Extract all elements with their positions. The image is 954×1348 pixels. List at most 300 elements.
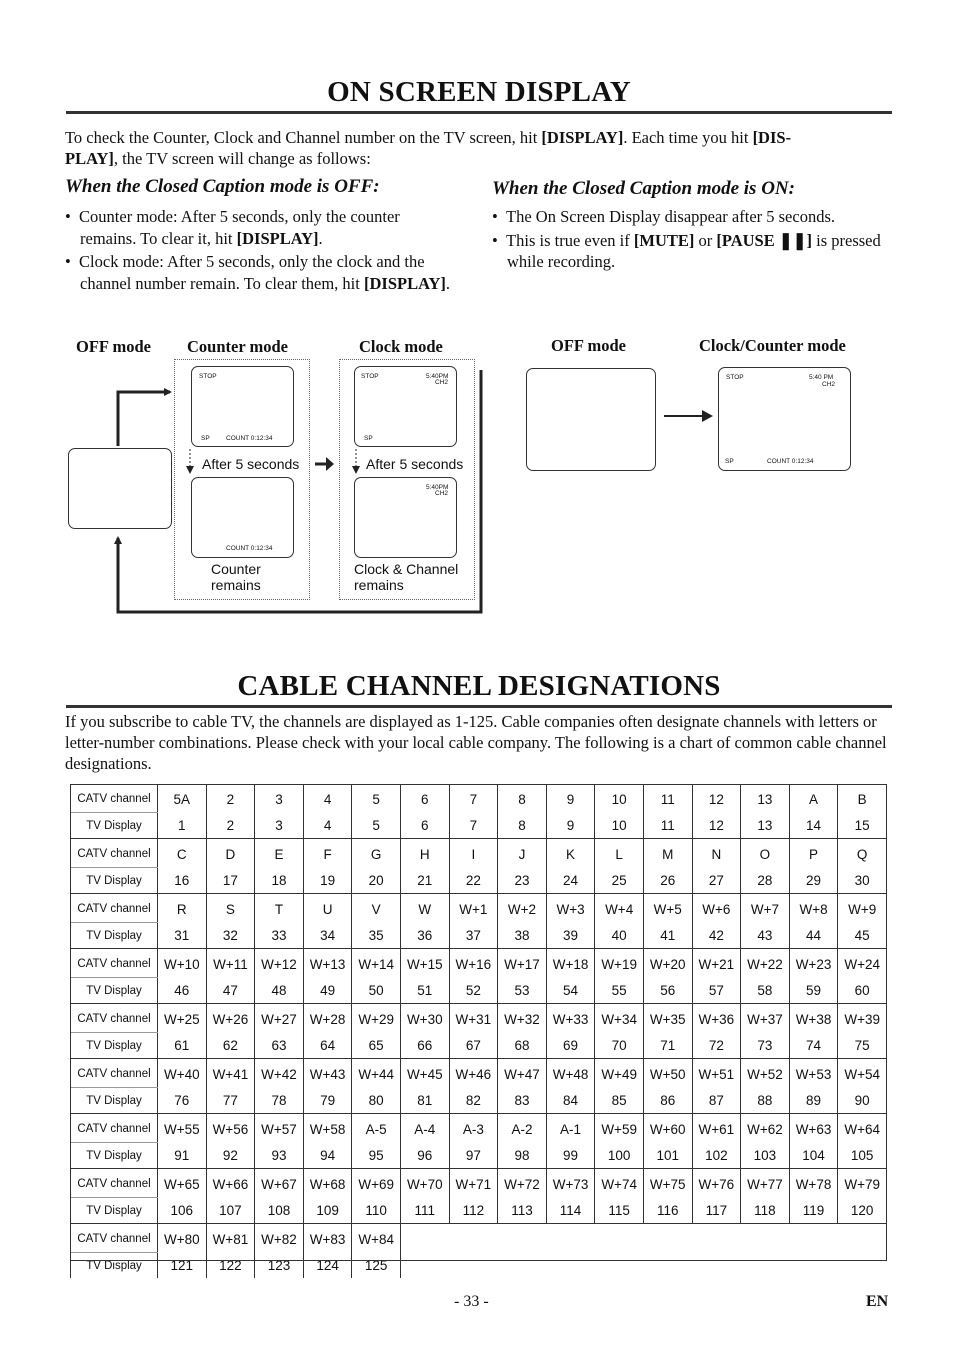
catv-channel-cell: W+64 xyxy=(838,1114,887,1143)
catv-channel-cell: W+63 xyxy=(789,1114,838,1143)
tv-display-cell: 72 xyxy=(692,1033,741,1059)
tv-display-cell: 28 xyxy=(741,868,790,894)
catv-channel-cell: W+77 xyxy=(741,1169,790,1198)
tv-display-cell: 116 xyxy=(643,1198,692,1224)
catv-channel-cell: W+23 xyxy=(789,949,838,978)
catv-channel-cell: W+16 xyxy=(449,949,498,978)
tv-display-cell: 9 xyxy=(546,813,595,839)
catv-channel-cell: 7 xyxy=(449,784,498,813)
tv-display-cell: 102 xyxy=(692,1143,741,1169)
catv-channel-cell: E xyxy=(255,839,304,868)
catv-channel-cell: W+38 xyxy=(789,1004,838,1033)
tv-display-cell: 13 xyxy=(741,813,790,839)
tv-display-cell: 41 xyxy=(643,923,692,949)
catv-channel-cell: O xyxy=(741,839,790,868)
tv-display-cell: 94 xyxy=(303,1143,352,1169)
catv-channel-cell: 2 xyxy=(206,784,255,813)
empty-cell xyxy=(789,1253,838,1279)
tv-display-cell: 55 xyxy=(595,978,644,1004)
catv-row xyxy=(71,1004,887,1033)
catv-channel-cell: W+9 xyxy=(838,894,887,923)
tv-display-cell: 14 xyxy=(789,813,838,839)
empty-cell xyxy=(741,1224,790,1253)
tv-display-cell: 105 xyxy=(838,1143,887,1169)
tv-display-cell: 46 xyxy=(158,978,207,1004)
display-key-1: [DISPLAY] xyxy=(541,128,624,147)
cable-channel-table xyxy=(70,784,887,1278)
catv-row xyxy=(71,839,887,868)
catv-channel-cell: W+71 xyxy=(449,1169,498,1198)
tv-display-cell: 68 xyxy=(498,1033,547,1059)
tv-display-cell: 42 xyxy=(692,923,741,949)
after-5-seconds-1: After 5 seconds xyxy=(202,456,300,472)
tv-display-cell: 63 xyxy=(255,1033,304,1059)
tv-display-cell: 74 xyxy=(789,1033,838,1059)
tv-stop-text: STOP xyxy=(361,373,379,380)
catv-channel-cell: D xyxy=(206,839,255,868)
tv-count-text: COUNT 0:12:34 xyxy=(226,545,273,552)
tv-stop-text: STOP xyxy=(726,374,744,381)
tv-display-row xyxy=(71,1143,887,1169)
tv-display-cell: 109 xyxy=(303,1198,352,1224)
tv-display-cell: 47 xyxy=(206,978,255,1004)
tv-display-cell: 48 xyxy=(255,978,304,1004)
tv-display-cell: 40 xyxy=(595,923,644,949)
catv-channel-cell: W+49 xyxy=(595,1059,644,1088)
tv-stop-text: STOP xyxy=(199,373,217,380)
catv-channel-cell: S xyxy=(206,894,255,923)
tv-display-cell: 20 xyxy=(352,868,401,894)
catv-channel-cell: W+40 xyxy=(158,1059,207,1088)
catv-channel-cell: W+18 xyxy=(546,949,595,978)
tv-display-row xyxy=(71,1033,887,1059)
tv-display-cell: 85 xyxy=(595,1088,644,1114)
catv-channel-cell: 3 xyxy=(255,784,304,813)
tv-display-cell: 39 xyxy=(546,923,595,949)
tv-display-cell: 52 xyxy=(449,978,498,1004)
arrow-off-to-counter xyxy=(118,392,170,446)
tv-display-cell: 62 xyxy=(206,1033,255,1059)
catv-channel-cell: W+2 xyxy=(498,894,547,923)
tv-display-label: TV Display xyxy=(71,868,158,894)
tv-display-cell: 87 xyxy=(692,1088,741,1114)
tv-display-cell: 93 xyxy=(255,1143,304,1169)
tv-display-cell: 76 xyxy=(158,1088,207,1114)
catv-channel-cell: W+37 xyxy=(741,1004,790,1033)
tv-display-cell: 34 xyxy=(303,923,352,949)
tv-display-cell: 125 xyxy=(352,1253,401,1279)
empty-cell xyxy=(449,1253,498,1279)
tv-display-cell: 88 xyxy=(741,1088,790,1114)
tv-display-cell: 73 xyxy=(741,1033,790,1059)
catv-channel-cell: W xyxy=(400,894,449,923)
tv-display-cell: 31 xyxy=(158,923,207,949)
catv-channel-label: CATV channel xyxy=(71,1114,158,1143)
tv-display-cell: 91 xyxy=(158,1143,207,1169)
after-5-seconds-2: After 5 seconds xyxy=(366,456,464,472)
catv-channel-label: CATV channel xyxy=(71,949,158,978)
tv-display-cell: 103 xyxy=(741,1143,790,1169)
counter-remains-label: Counter remains xyxy=(211,561,261,593)
catv-channel-cell: W+17 xyxy=(498,949,547,978)
catv-channel-cell: W+56 xyxy=(206,1114,255,1143)
empty-cell xyxy=(741,1253,790,1279)
tv-display-cell: 5 xyxy=(352,813,401,839)
catv-channel-cell: V xyxy=(352,894,401,923)
tv-display-cell: 70 xyxy=(595,1033,644,1059)
catv-channel-cell: W+27 xyxy=(255,1004,304,1033)
catv-channel-cell: W+79 xyxy=(838,1169,887,1198)
catv-channel-label: CATV channel xyxy=(71,1004,158,1033)
tv-display-cell: 78 xyxy=(255,1088,304,1114)
tv-display-cell: 95 xyxy=(352,1143,401,1169)
catv-channel-cell: W+11 xyxy=(206,949,255,978)
tv-display-cell: 79 xyxy=(303,1088,352,1114)
tv-display-label: TV Display xyxy=(71,1198,158,1224)
tv-display-cell: 58 xyxy=(741,978,790,1004)
cc-on-bullet-1: • The On Screen Display disappear after 5 seconds. xyxy=(492,207,835,226)
catv-channel-cell: W+62 xyxy=(741,1114,790,1143)
catv-channel-cell: W+22 xyxy=(741,949,790,978)
tv-display-cell: 66 xyxy=(400,1033,449,1059)
catv-channel-cell: W+35 xyxy=(643,1004,692,1033)
page-number: - 33 - xyxy=(454,1293,489,1310)
catv-channel-cell: W+39 xyxy=(838,1004,887,1033)
tv-display-cell: 81 xyxy=(400,1088,449,1114)
tv-display-cell: 83 xyxy=(498,1088,547,1114)
tv-display-cell: 98 xyxy=(498,1143,547,1169)
catv-channel-cell: W+84 xyxy=(352,1224,401,1253)
tv-display-cell: 100 xyxy=(595,1143,644,1169)
tv-sp-text: SP xyxy=(364,435,373,442)
tv-display-cell: 112 xyxy=(449,1198,498,1224)
tv-display-cell: 84 xyxy=(546,1088,595,1114)
tv-display-cell: 1 xyxy=(158,813,207,839)
tv-display-cell: 64 xyxy=(303,1033,352,1059)
tv-display-cell: 2 xyxy=(206,813,255,839)
cc-on-bullet-2: • This is true even if [MUTE] or [PAUSE ❚❚] is pressed while recording. xyxy=(492,230,881,271)
catv-channel-cell: U xyxy=(303,894,352,923)
catv-channel-cell: W+4 xyxy=(595,894,644,923)
osd-intro-text-2: . Each time you hit xyxy=(623,128,753,147)
tv-display-cell: 108 xyxy=(255,1198,304,1224)
tv-display-cell: 101 xyxy=(643,1143,692,1169)
tv-display-cell: 59 xyxy=(789,978,838,1004)
catv-row xyxy=(71,1114,887,1143)
tv-display-cell: 30 xyxy=(838,868,887,894)
tv-display-cell: 21 xyxy=(400,868,449,894)
tv-display-cell: 56 xyxy=(643,978,692,1004)
catv-channel-cell: A-3 xyxy=(449,1114,498,1143)
tv-time-text: 5:40 PM xyxy=(809,374,834,381)
tv-channel-text: CH2 xyxy=(435,490,449,497)
tv-display-cell: 26 xyxy=(643,868,692,894)
tv-display-cell: 3 xyxy=(255,813,304,839)
catv-channel-cell: J xyxy=(498,839,547,868)
tv-sp-text: SP xyxy=(201,435,210,442)
catv-channel-cell: W+44 xyxy=(352,1059,401,1088)
cc-off-bullet-2: • Clock mode: After 5 seconds, only the clock and the channel number remain. To clear them, hit [DISPLAY]. xyxy=(65,252,451,293)
catv-row xyxy=(71,784,887,813)
catv-row xyxy=(71,1059,887,1088)
catv-channel-cell: B xyxy=(838,784,887,813)
tv-display-label: TV Display xyxy=(71,813,158,839)
catv-channel-cell: W+1 xyxy=(449,894,498,923)
tv-display-cell: 23 xyxy=(498,868,547,894)
empty-cell xyxy=(400,1253,449,1279)
tv-display-row xyxy=(71,978,887,1004)
tv-time-text: 5:40PM xyxy=(426,484,449,491)
tv-display-cell: 33 xyxy=(255,923,304,949)
catv-channel-cell: W+36 xyxy=(692,1004,741,1033)
catv-channel-cell: W+30 xyxy=(400,1004,449,1033)
tv-display-cell: 35 xyxy=(352,923,401,949)
tv-channel-text: CH2 xyxy=(822,381,836,388)
catv-channel-cell: W+21 xyxy=(692,949,741,978)
tv-display-cell: 24 xyxy=(546,868,595,894)
catv-channel-cell: W+6 xyxy=(692,894,741,923)
tv-display-cell: 106 xyxy=(158,1198,207,1224)
clock-remains-label: Clock & Channel remains xyxy=(354,561,459,593)
catv-channel-cell: W+54 xyxy=(838,1059,887,1088)
catv-channel-cell: W+5 xyxy=(643,894,692,923)
catv-channel-cell: W+57 xyxy=(255,1114,304,1143)
tv-display-cell: 123 xyxy=(255,1253,304,1279)
catv-channel-cell: F xyxy=(303,839,352,868)
tv-display-cell: 110 xyxy=(352,1198,401,1224)
empty-cell xyxy=(595,1253,644,1279)
tv-display-cell: 99 xyxy=(546,1143,595,1169)
catv-channel-cell: W+19 xyxy=(595,949,644,978)
tv-display-cell: 25 xyxy=(595,868,644,894)
tv-display-cell: 121 xyxy=(158,1253,207,1279)
tv-display-cell: 6 xyxy=(400,813,449,839)
tv-display-cell: 54 xyxy=(546,978,595,1004)
tv-display-cell: 69 xyxy=(546,1033,595,1059)
tv-display-cell: 61 xyxy=(158,1033,207,1059)
catv-channel-cell: W+76 xyxy=(692,1169,741,1198)
catv-channel-cell: W+82 xyxy=(255,1224,304,1253)
osd-intro-text-1: To check the Counter, Clock and Channel number on the TV screen, hit xyxy=(65,128,542,147)
tv-display-cell: 80 xyxy=(352,1088,401,1114)
tv-display-cell: 104 xyxy=(789,1143,838,1169)
tv-display-cell: 71 xyxy=(643,1033,692,1059)
catv-channel-cell: 11 xyxy=(643,784,692,813)
cc-off-heading: When the Closed Caption mode is OFF: xyxy=(65,176,380,197)
tv-display-cell: 90 xyxy=(838,1088,887,1114)
catv-channel-cell: W+73 xyxy=(546,1169,595,1198)
tv-display-cell: 11 xyxy=(643,813,692,839)
cc-on-heading: When the Closed Caption mode is ON: xyxy=(492,178,795,199)
catv-channel-cell: W+45 xyxy=(400,1059,449,1088)
tv-display-cell: 120 xyxy=(838,1198,887,1224)
arrow-head-clock xyxy=(352,466,360,474)
tv-display-cell: 38 xyxy=(498,923,547,949)
cable-title: CABLE CHANNEL DESIGNATIONS xyxy=(237,670,721,702)
catv-channel-cell: W+43 xyxy=(303,1059,352,1088)
tv-display-label: TV Display xyxy=(71,923,158,949)
catv-channel-label: CATV channel xyxy=(71,1224,158,1253)
catv-channel-cell: W+59 xyxy=(595,1114,644,1143)
tv-display-label: TV Display xyxy=(71,1143,158,1169)
catv-channel-cell: W+75 xyxy=(643,1169,692,1198)
empty-cell xyxy=(643,1224,692,1253)
catv-channel-cell: W+61 xyxy=(692,1114,741,1143)
catv-channel-cell: A-2 xyxy=(498,1114,547,1143)
empty-cell xyxy=(838,1224,887,1253)
tv-display-cell: 4 xyxy=(303,813,352,839)
catv-channel-cell: W+3 xyxy=(546,894,595,923)
catv-channel-cell: 5A xyxy=(158,784,207,813)
tv-display-row xyxy=(71,813,887,839)
catv-channel-cell: W+65 xyxy=(158,1169,207,1198)
tv-display-label: TV Display xyxy=(71,1253,158,1279)
tv-display-cell: 118 xyxy=(741,1198,790,1224)
catv-channel-cell: A-1 xyxy=(546,1114,595,1143)
catv-channel-cell: W+24 xyxy=(838,949,887,978)
catv-channel-cell: 6 xyxy=(400,784,449,813)
tv-display-label: TV Display xyxy=(71,1033,158,1059)
label-off-mode: OFF mode xyxy=(76,337,151,356)
tv-display-cell: 18 xyxy=(255,868,304,894)
catv-channel-cell: W+41 xyxy=(206,1059,255,1088)
catv-channel-cell: A-4 xyxy=(400,1114,449,1143)
empty-cell xyxy=(692,1253,741,1279)
tv-display-label: TV Display xyxy=(71,1088,158,1114)
tv-display-cell: 117 xyxy=(692,1198,741,1224)
catv-channel-cell: W+25 xyxy=(158,1004,207,1033)
tv-channel-text: CH2 xyxy=(435,379,449,386)
catv-channel-cell: W+52 xyxy=(741,1059,790,1088)
tv-display-cell: 124 xyxy=(303,1253,352,1279)
tv-display-cell: 45 xyxy=(838,923,887,949)
catv-channel-cell: W+74 xyxy=(595,1169,644,1198)
tv-display-cell: 65 xyxy=(352,1033,401,1059)
catv-channel-cell: Q xyxy=(838,839,887,868)
empty-cell xyxy=(838,1253,887,1279)
tv-display-row xyxy=(71,1198,887,1224)
catv-channel-label: CATV channel xyxy=(71,1059,158,1088)
catv-channel-cell: P xyxy=(789,839,838,868)
catv-channel-cell: L xyxy=(595,839,644,868)
tv-display-cell: 114 xyxy=(546,1198,595,1224)
catv-channel-cell: R xyxy=(158,894,207,923)
tv-display-cell: 10 xyxy=(595,813,644,839)
catv-row xyxy=(71,949,887,978)
tv-display-cell: 49 xyxy=(303,978,352,1004)
catv-channel-cell: W+66 xyxy=(206,1169,255,1198)
catv-channel-cell: W+12 xyxy=(255,949,304,978)
catv-channel-cell: T xyxy=(255,894,304,923)
arrow-head-counter-to-clock xyxy=(326,457,334,471)
label-clock-mode: Clock mode xyxy=(359,337,443,356)
osd-title: ON SCREEN DISPLAY xyxy=(327,76,631,108)
catv-channel-cell: 8 xyxy=(498,784,547,813)
label-off-mode-2: OFF mode xyxy=(551,336,626,355)
tv-display-cell: 96 xyxy=(400,1143,449,1169)
tv-display-cell: 115 xyxy=(595,1198,644,1224)
catv-channel-cell: W+58 xyxy=(303,1114,352,1143)
tv-display-cell: 53 xyxy=(498,978,547,1004)
catv-channel-label: CATV channel xyxy=(71,839,158,868)
catv-channel-cell: W+48 xyxy=(546,1059,595,1088)
catv-channel-cell: W+70 xyxy=(400,1169,449,1198)
tv-display-cell: 86 xyxy=(643,1088,692,1114)
catv-channel-cell: W+53 xyxy=(789,1059,838,1088)
catv-channel-cell: W+15 xyxy=(400,949,449,978)
tv-count-text: COUNT 0:12:34 xyxy=(767,458,814,465)
catv-channel-label: CATV channel xyxy=(71,894,158,923)
catv-channel-cell: W+10 xyxy=(158,949,207,978)
catv-channel-cell: I xyxy=(449,839,498,868)
display-key-2b: PLAY] xyxy=(65,149,114,168)
catv-channel-cell: W+42 xyxy=(255,1059,304,1088)
catv-channel-cell: W+60 xyxy=(643,1114,692,1143)
tv-sp-text: SP xyxy=(725,458,734,465)
label-counter-mode: Counter mode xyxy=(187,337,288,356)
catv-channel-cell: W+72 xyxy=(498,1169,547,1198)
empty-cell xyxy=(449,1224,498,1253)
tv-display-cell: 75 xyxy=(838,1033,887,1059)
tv-display-cell: 111 xyxy=(400,1198,449,1224)
tv-display-cell: 12 xyxy=(692,813,741,839)
catv-channel-cell: W+51 xyxy=(692,1059,741,1088)
catv-channel-cell: W+13 xyxy=(303,949,352,978)
tv-display-label: TV Display xyxy=(71,978,158,1004)
tv-display-cell: 22 xyxy=(449,868,498,894)
catv-channel-cell: A xyxy=(789,784,838,813)
arrow-head-right xyxy=(702,410,713,422)
catv-channel-cell: W+29 xyxy=(352,1004,401,1033)
tv-display-cell: 107 xyxy=(206,1198,255,1224)
tv-display-row xyxy=(71,923,887,949)
catv-channel-cell: W+8 xyxy=(789,894,838,923)
tv-display-cell: 27 xyxy=(692,868,741,894)
tv-display-cell: 82 xyxy=(449,1088,498,1114)
tv-display-cell: 19 xyxy=(303,868,352,894)
empty-cell xyxy=(595,1224,644,1253)
tv-display-cell: 32 xyxy=(206,923,255,949)
empty-cell xyxy=(692,1224,741,1253)
cc-off-bullet-1: • Counter mode: After 5 seconds, only the counter remains. To clear it, hit [DISPLAY]. xyxy=(65,207,400,248)
catv-channel-cell: W+67 xyxy=(255,1169,304,1198)
catv-channel-cell: A-5 xyxy=(352,1114,401,1143)
tv-display-cell: 37 xyxy=(449,923,498,949)
arrow-head-counter xyxy=(186,466,194,474)
empty-cell xyxy=(498,1253,547,1279)
catv-channel-cell: 12 xyxy=(692,784,741,813)
tv-display-cell: 7 xyxy=(449,813,498,839)
display-key-2a: [DIS- xyxy=(752,128,792,147)
tv-display-cell: 89 xyxy=(789,1088,838,1114)
label-clock-counter-mode: Clock/Counter mode xyxy=(699,336,846,355)
catv-channel-cell: W+34 xyxy=(595,1004,644,1033)
catv-channel-cell: W+50 xyxy=(643,1059,692,1088)
tv-count-text: COUNT 0:12:34 xyxy=(226,435,273,442)
tv-display-cell: 57 xyxy=(692,978,741,1004)
tv-display-cell: 50 xyxy=(352,978,401,1004)
catv-channel-cell: K xyxy=(546,839,595,868)
tv-display-cell: 44 xyxy=(789,923,838,949)
catv-channel-cell: W+80 xyxy=(158,1224,207,1253)
catv-channel-cell: C xyxy=(158,839,207,868)
catv-channel-cell: N xyxy=(692,839,741,868)
tv-display-row xyxy=(71,868,887,894)
osd-intro-text-3: , the TV screen will change as follows: xyxy=(113,149,371,168)
tv-display-cell: 77 xyxy=(206,1088,255,1114)
tv-time-text: 5:40PM xyxy=(426,373,449,380)
cable-title-rule xyxy=(66,705,892,708)
